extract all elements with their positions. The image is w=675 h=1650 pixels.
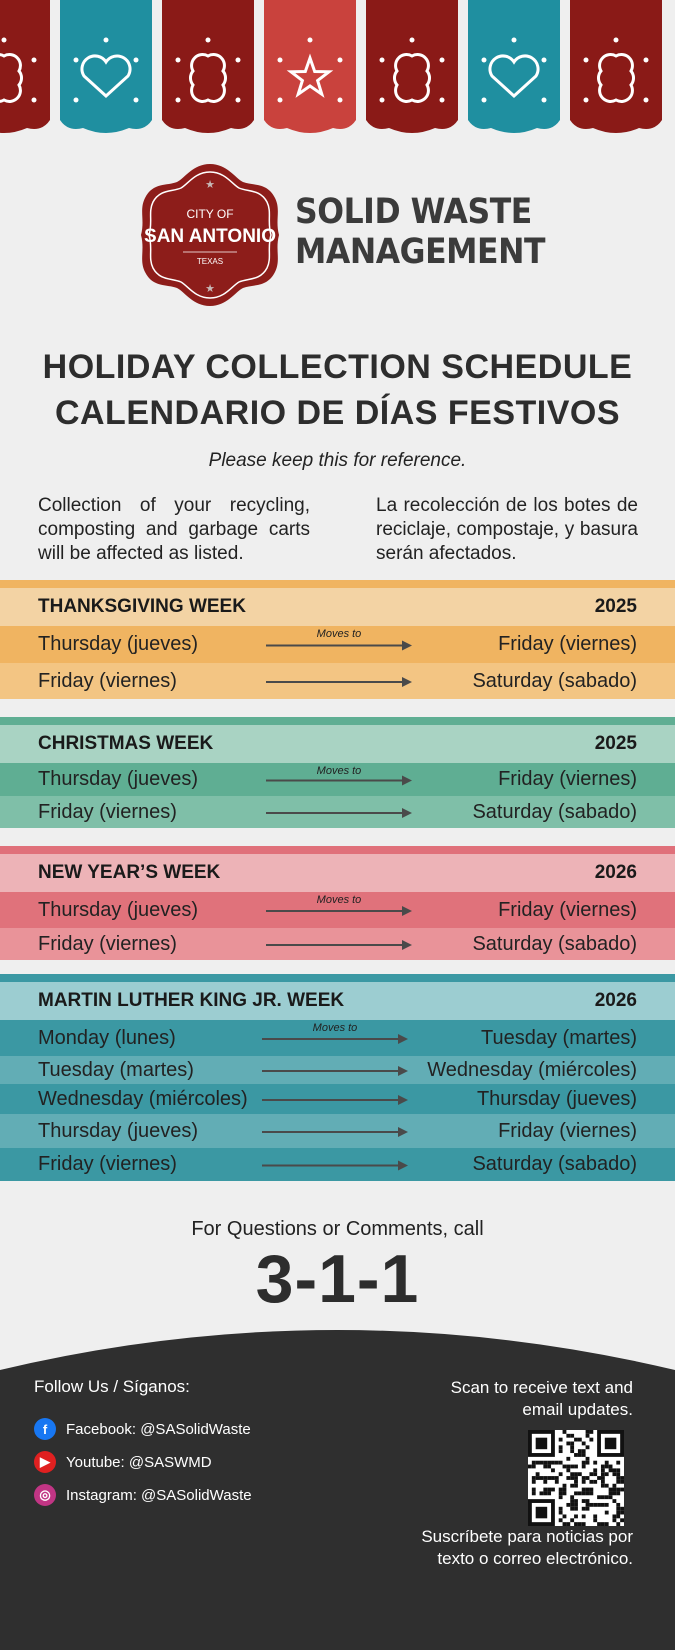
original-day: Thursday (jueves): [38, 633, 199, 655]
banner-flag: [162, 0, 254, 133]
holiday-section: [0, 580, 675, 699]
section-year: 2026: [594, 862, 637, 883]
intro-spanish: La recolección de los botes de reciclaje, compostaje, y basura serán afectados.: [376, 495, 638, 564]
section-header: [0, 725, 675, 763]
schedule-row: [0, 663, 675, 699]
social-instagram-label: Instagram: @SASolidWaste: [66, 1486, 252, 1504]
moves-to-label: Moves to: [316, 628, 362, 640]
original-day: Thursday (jueves): [38, 768, 199, 790]
section-year: 2025: [594, 733, 637, 754]
original-day: Friday (viernes): [38, 669, 177, 692]
reference-note: Please keep this for reference.: [208, 450, 467, 471]
original-day: Thursday (jueves): [38, 1119, 199, 1142]
facebook-icon: f: [34, 1418, 56, 1440]
youtube-icon: ▶: [34, 1451, 56, 1473]
seal-state: TEXAS: [196, 257, 224, 266]
section-year: 2026: [594, 990, 637, 1011]
social-instagram[interactable]: [34, 1484, 252, 1506]
section-title: THANKSGIVING WEEK: [38, 596, 246, 617]
new-day: Friday (viernes): [498, 1119, 637, 1142]
new-day: Saturday (sabado): [472, 1153, 637, 1175]
new-day: Saturday (sabado): [472, 800, 637, 823]
schedule-row: [0, 1020, 675, 1056]
arrow-right-icon: [262, 1056, 408, 1084]
svg-text:★: ★: [205, 179, 215, 191]
banner-flag: [0, 0, 50, 133]
holiday-section: [0, 846, 675, 960]
new-day: Saturday (sabado): [472, 932, 637, 955]
new-day: Friday (viernes): [498, 768, 637, 790]
original-day: Wednesday (miércoles): [38, 1087, 248, 1110]
new-day: Friday (viernes): [498, 898, 637, 921]
arrow-right-icon: [266, 663, 412, 699]
new-day: Thursday (jueves): [476, 1087, 637, 1110]
seal-city-name: SAN ANTONIO: [144, 226, 276, 247]
social-youtube[interactable]: [34, 1451, 212, 1473]
section-title: MARTIN LUTHER KING JR. WEEK: [38, 990, 345, 1011]
phone-number[interactable]: 3-1-1: [255, 1241, 420, 1317]
subscribe-text: Suscríbete para noticias por texto o correo electrónico.: [421, 1527, 633, 1568]
section-top-band: [0, 974, 675, 982]
papel-picado-banner: [0, 0, 675, 140]
seal-city-of: CITY OF: [186, 207, 234, 221]
arrow-right-icon: [266, 928, 412, 960]
moves-to-label: Moves to: [316, 894, 362, 906]
section-header: [0, 588, 675, 626]
schedule-row: [0, 1114, 675, 1148]
follow-us-label: Follow Us / Síganos:: [34, 1377, 190, 1396]
arrow-right-icon: [266, 796, 412, 828]
social-facebook-label: Facebook: @SASolidWaste: [66, 1420, 251, 1438]
moves-to-label: Moves to: [312, 1022, 358, 1034]
section-title: NEW YEAR’S WEEK: [38, 862, 221, 883]
instagram-icon: ◎: [34, 1484, 56, 1506]
schedule-row: [0, 928, 675, 960]
arrow-right-icon: [262, 1114, 408, 1148]
schedule-row: [0, 1084, 675, 1114]
moves-to-label: Moves to: [316, 765, 362, 777]
department-name: [295, 192, 545, 272]
banner-flag: [60, 0, 152, 133]
arrow-right-icon: [262, 1084, 408, 1114]
section-top-band: [0, 846, 675, 854]
department-line-1: SOLID WASTE: [295, 192, 532, 232]
intro-english: Collection of your recycling, composting and garbage carts will be affected as listed.: [38, 495, 310, 564]
original-day: Thursday (jueves): [38, 898, 199, 921]
section-top-band: [0, 717, 675, 725]
page-title-spanish: CALENDARIO DE DÍAS FESTIVOS: [54, 394, 621, 432]
social-youtube-label: Youtube: @SASWMD: [66, 1453, 212, 1471]
page-title: HOLIDAY COLLECTION SCHEDULE: [42, 348, 633, 386]
original-day: Monday (lunes): [38, 1026, 176, 1049]
qr-code[interactable]: [528, 1430, 624, 1526]
banner-flag: [264, 0, 356, 133]
new-day: Wednesday (miércoles): [427, 1058, 637, 1081]
svg-text:★: ★: [205, 283, 215, 295]
schedule-row: [0, 1056, 675, 1084]
banner-flag: [366, 0, 458, 133]
schedule-row: [0, 763, 675, 796]
schedule-row: [0, 1148, 675, 1181]
holiday-section: [0, 717, 675, 828]
new-day: Friday (viernes): [498, 633, 637, 655]
scan-text: Scan to receive text and email updates.: [450, 1378, 633, 1419]
holiday-section: [0, 974, 675, 1181]
social-facebook[interactable]: [34, 1418, 251, 1440]
schedule-row: [0, 892, 675, 928]
new-day: Saturday (sabado): [472, 669, 637, 692]
banner-flag: [468, 0, 560, 133]
arrow-right-icon: [262, 1148, 408, 1181]
original-day: Friday (viernes): [38, 1153, 177, 1175]
schedule-row: [0, 796, 675, 828]
schedule-row: [0, 626, 675, 663]
city-seal-logo: [135, 160, 285, 310]
section-header: [0, 854, 675, 892]
banner-flag: [570, 0, 662, 133]
section-year: 2025: [594, 596, 637, 617]
department-line-2: MANAGEMENT: [295, 232, 546, 272]
original-day: Friday (viernes): [38, 800, 177, 823]
new-day: Tuesday (martes): [481, 1026, 637, 1049]
section-top-band: [0, 580, 675, 588]
section-header: [0, 982, 675, 1020]
original-day: Friday (viernes): [38, 932, 177, 955]
section-title: CHRISTMAS WEEK: [38, 733, 214, 754]
questions-text: For Questions or Comments, call: [191, 1218, 484, 1240]
original-day: Tuesday (martes): [38, 1058, 194, 1081]
